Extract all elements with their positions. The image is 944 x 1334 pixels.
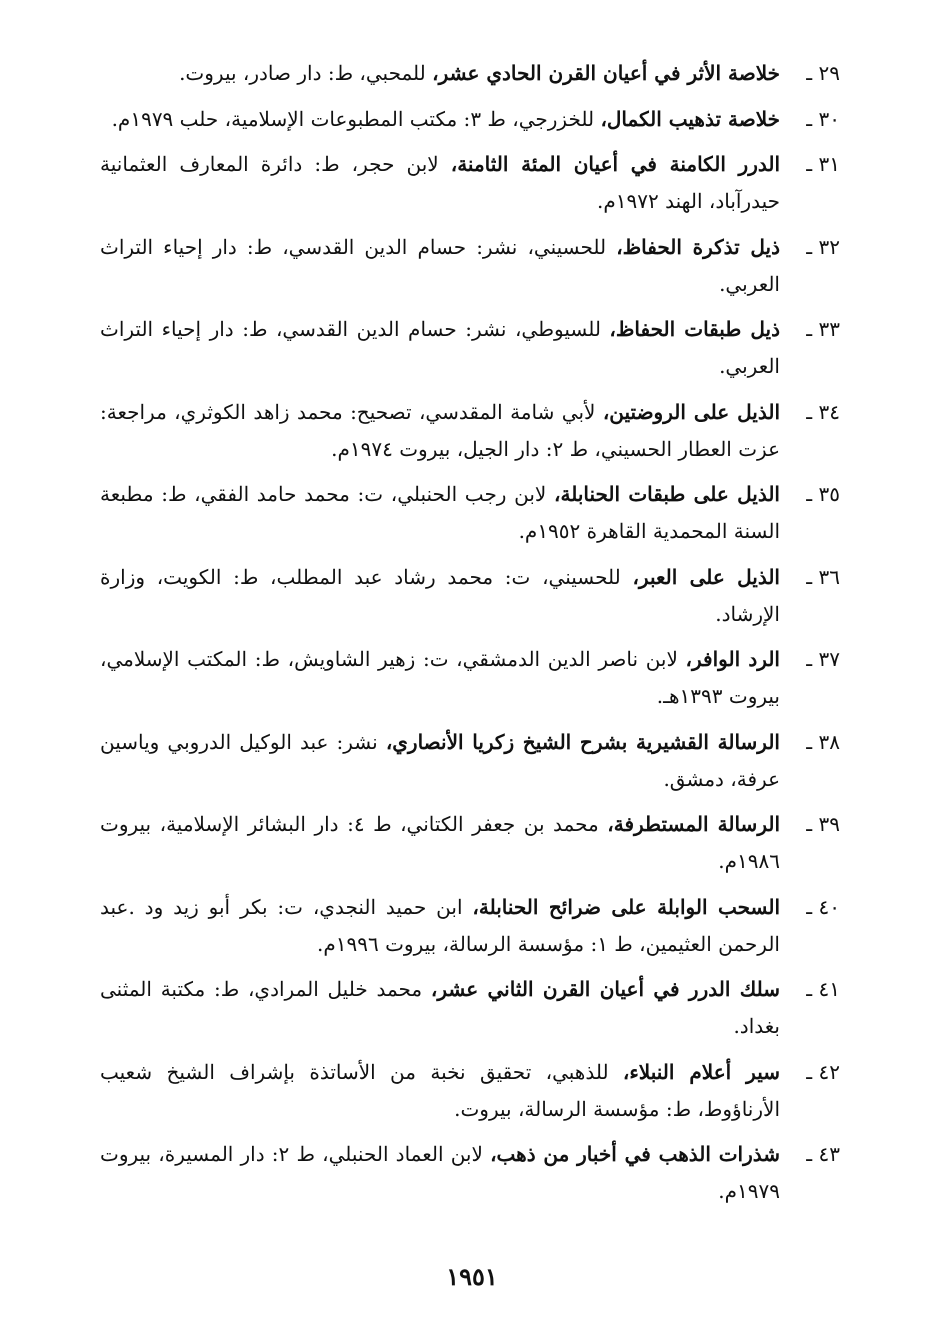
entry-details: محمد خليل المرادي، ط: مكتبة المثنى بغداد.: [100, 977, 780, 1038]
entry-number: ٤٢ ـ: [806, 1059, 840, 1084]
entry-number: ٣٨ ـ: [806, 729, 840, 754]
entry-text: [100, 641, 780, 715]
entry-text: [100, 311, 780, 385]
entry-details: لابن العماد الحنبلي، ط ٢: دار المسيرة، بيروت ١٩٧٩م.: [100, 1142, 780, 1203]
entry-details: للحسيني، ت: محمد رشاد عبد المطلب، ط: الكويت، وزارة الإرشاد.: [100, 564, 780, 626]
bibliography-entry: [100, 1136, 840, 1210]
entry-number: ٤١ ـ: [806, 977, 840, 1001]
entry-text: [100, 559, 780, 633]
entry-text: [100, 806, 780, 880]
bibliography-entry: [100, 311, 840, 385]
entry-title: شذرات الذهب في أخبار من ذهب،: [490, 1142, 780, 1166]
entry-number: ٣١ ـ: [806, 152, 840, 176]
entry-title: الذيل على الروضتين،: [602, 399, 781, 424]
entry-details: لابن رجب الحنبلي، ت: محمد حامد الفقي، ط: مطبعة السنة المحمدية القاهرة ١٩٥٢م.: [100, 482, 780, 543]
entry-title: الرسالة القشيرية بشرح الشيخ زكريا الأنصاري،: [385, 729, 780, 754]
entry-text: [100, 229, 780, 303]
entry-number: ٣٧ ـ: [806, 647, 840, 671]
entry-title: الرد الوافر،: [685, 647, 780, 671]
entry-text: [100, 146, 780, 220]
entry-details: للمحبي، ط: دار صادر، بيروت.: [179, 61, 433, 85]
bibliography-entry: [100, 229, 840, 303]
entry-details: لابن حجر، ط: دائرة المعارف العثمانية حيدرآباد، الهند ١٩٧٢م.: [100, 152, 780, 213]
entry-number: ٢٩ ـ: [806, 61, 840, 85]
entry-number: ٤٣ ـ: [806, 1142, 840, 1166]
entry-details: للسيوطي، نشر: حسام الدين القدسي، ط: دار إحياء التراث العربي.: [100, 317, 780, 378]
entry-title: الذيل على طبقات الحنابلة،: [554, 482, 780, 506]
entry-title: ذيل طبقات الحفاظ،: [609, 317, 780, 341]
entry-details: للخزرجي، ط ٣: مكتب المطبوعات الإسلامية، حلب ١٩٧٩م.: [111, 106, 601, 131]
entry-details: ابن حميد النجدي، ت: بكر أبو زيد ود .عبد الرحمن العثيمين، ط ١: مؤسسة الرسالة، بيروت ١٩٩٦م.: [100, 894, 780, 956]
entry-text: [100, 394, 780, 468]
entry-number: ٣٥ ـ: [806, 482, 840, 506]
bibliography-entry: [100, 806, 840, 880]
entry-text: [100, 1136, 780, 1210]
entry-number: ٣٠ ـ: [806, 106, 840, 131]
entry-details: للذهبي، تحقيق نخبة من الأساتذة بإشراف الشيخ شعيب الأرناؤوط، ط: مؤسسة الرسالة، بيروت.: [100, 1059, 780, 1121]
bibliography-entry: [100, 476, 840, 550]
entry-title: خلاصة تذهيب الكمال،: [600, 106, 780, 131]
bibliography-entry: [100, 146, 840, 220]
bibliography-entry: [100, 971, 840, 1045]
entry-details: لابن ناصر الدين الدمشقي، ت: زهير الشاويش، ط: المكتب الإسلامي، بيروت ١٣٩٣هـ.: [100, 647, 780, 708]
entry-number: ٣٣ ـ: [806, 317, 840, 341]
entry-number: ٤٠ ـ: [806, 894, 840, 919]
entry-number: ٣٦ ـ: [806, 564, 840, 589]
bibliography-entry: [100, 724, 840, 798]
page-number: ١٩٥١: [446, 1262, 498, 1291]
entry-text: [100, 55, 780, 92]
entry-details: لأبي شامة المقدسي، تصحيح: محمد زاهد الكوثري، مراجعة: عزت العطار الحسيني، ط ٢: دار الجيل، بيروت ١٩٧٤م.: [100, 399, 780, 461]
bibliography-entry: [100, 559, 840, 633]
entry-title: الذيل على العبر،: [632, 564, 780, 589]
entry-title: ذيل تذكرة الحفاظ،: [616, 234, 780, 259]
entry-details: للحسيني، نشر: حسام الدين القدسي، ط: دار إحياء التراث العربي.: [100, 234, 780, 296]
bibliography-entry: [100, 394, 840, 468]
entry-text: [100, 971, 780, 1045]
entry-details: محمد بن جعفر الكتاني، ط ٤: دار البشائر الإسلامية، بيروت ١٩٨٦م.: [100, 812, 780, 873]
entry-number: ٣٩ ـ: [806, 812, 840, 836]
bibliography-entry: [100, 1054, 840, 1128]
entry-number: ٣٢ ـ: [806, 234, 840, 259]
entry-title: الدرر الكامنة في أعيان المئة الثامنة،: [450, 152, 780, 176]
entry-number: ٣٤ ـ: [806, 399, 840, 424]
bibliography-list: [100, 55, 840, 1219]
bibliography-entry: [100, 889, 840, 963]
entry-text: [100, 101, 780, 138]
bibliography-entry: [100, 55, 840, 92]
entry-details: نشر: عبد الوكيل الدروبي وياسين عرفة، دمشق.: [100, 729, 780, 791]
entry-title: الرسالة المستطرفة،: [607, 812, 781, 836]
entry-title: خلاصة الأثر في أعيان القرن الحادي عشر،: [432, 61, 780, 85]
entry-text: [100, 1054, 780, 1128]
entry-text: [100, 889, 780, 963]
entry-title: سلك الدرر في أعيان القرن الثاني عشر،: [430, 977, 780, 1001]
bibliography-entry: [100, 641, 840, 715]
entry-text: [100, 724, 780, 798]
entry-title: السحب الوابلة على ضرائح الحنابلة،: [472, 894, 781, 919]
entry-text: [100, 476, 780, 550]
bibliography-entry: [100, 101, 840, 138]
entry-title: سير أعلام النبلاء،: [622, 1059, 780, 1084]
